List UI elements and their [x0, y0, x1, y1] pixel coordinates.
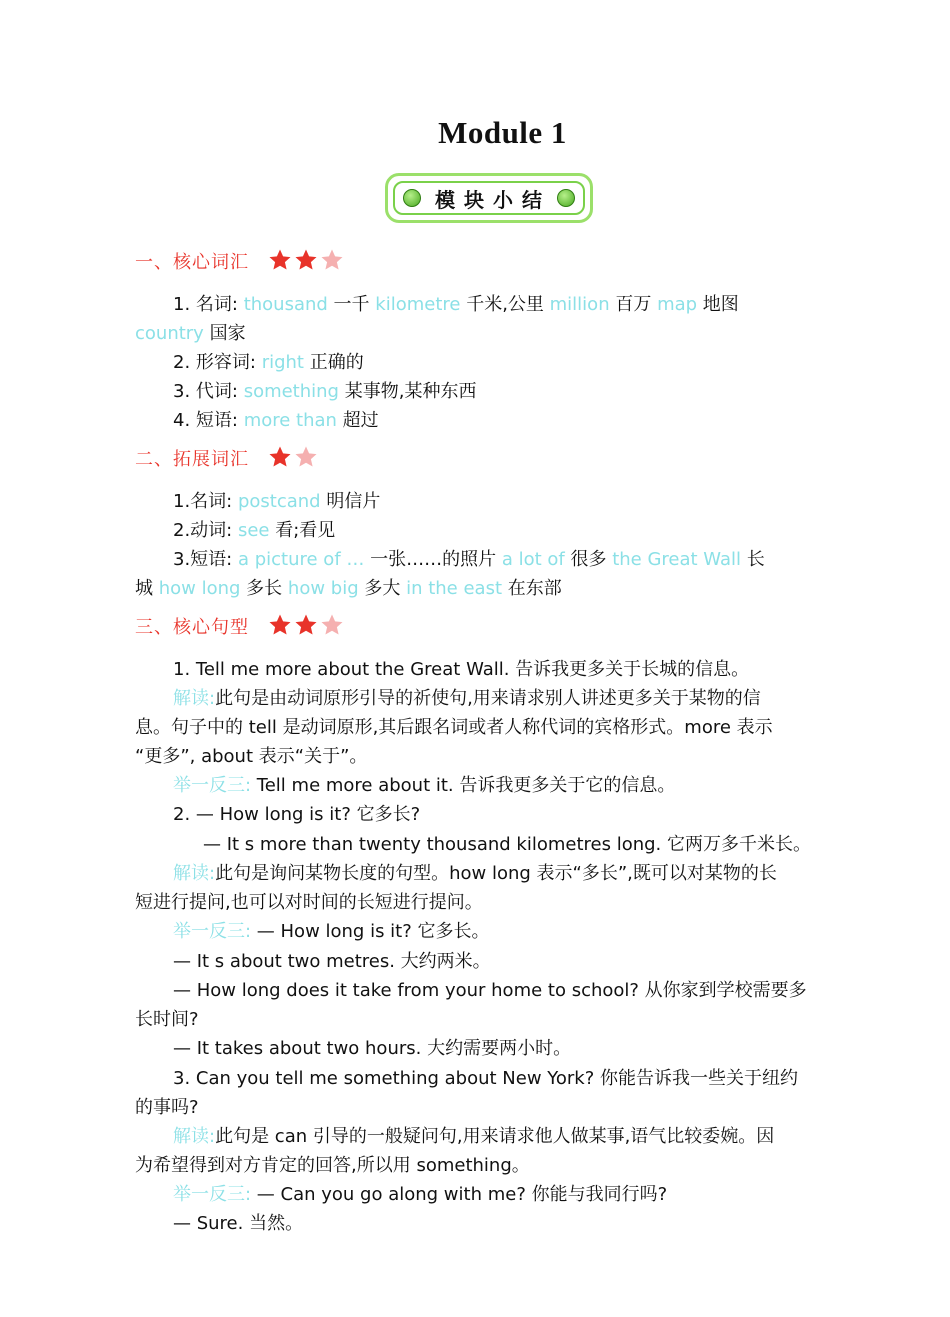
vocab-line-adjective: 2. 形容词: right 正确的	[173, 352, 364, 373]
section-heading-core-vocab: 一、核心词汇	[135, 252, 249, 273]
analysis-label: 解读:	[173, 863, 216, 884]
star-faded-icon	[320, 248, 344, 272]
analysis-2-cont: 短进行提问,也可以对时间的长短进行提问。	[135, 892, 483, 913]
analysis-3-cont: 为希望得到对方肯定的回答,所以用 something。	[135, 1155, 530, 1176]
sentence-3-cont: 的事吗?	[135, 1097, 199, 1118]
analysis-1: 解读:此句是由动词原形引导的祈使句,用来请求别人讲述更多关于某物的信	[173, 688, 761, 709]
sentence-1: 1. Tell me more about the Great Wall. 告诉我更多关于长城的信息。	[173, 659, 750, 680]
ext-line-phrases-cont: 城 how long 多长 how big 多大 in the east 在东部	[135, 578, 562, 599]
green-dot-icon	[557, 189, 575, 207]
ext-line-phrases: 3.短语: a picture of … 一张……的照片 a lot of 很多 the Great Wall 长	[173, 549, 765, 570]
example-2-line: — It takes about two hours. 大约需要两小时。	[173, 1038, 572, 1059]
example-2-line: 长时间?	[135, 1009, 199, 1030]
keyword: see	[237, 520, 270, 541]
keyword: million	[549, 294, 610, 315]
analysis-1-cont: 息。句子中的 tell 是动词原形,其后跟名词或者人称代词的宾格形式。more 表示	[135, 717, 773, 738]
module-summary-banner	[385, 173, 593, 223]
vocab-line-pronoun: 3. 代词: something 某事物,某种东西	[173, 381, 477, 402]
analysis-label: 解读:	[173, 688, 216, 709]
keyword: in the east	[406, 578, 503, 599]
star-icon	[294, 613, 318, 637]
ext-line-verb: 2.动词: see 看;看见	[173, 520, 336, 541]
analysis-3: 解读:此句是 can 引导的一般疑问句,用来请求他人做某事,语气比较委婉。因	[173, 1126, 775, 1147]
difficulty-stars	[268, 613, 344, 637]
keyword: something	[243, 381, 339, 402]
difficulty-stars	[268, 445, 318, 469]
keyword: how big	[287, 578, 359, 599]
keyword: how long	[158, 578, 241, 599]
keyword: a lot of	[501, 549, 565, 570]
keyword: the Great Wall	[612, 549, 741, 570]
example-3: 举一反三: — Can you go along with me? 你能与我同行吗?	[173, 1184, 668, 1205]
example-label: 举一反三:	[173, 775, 252, 796]
example-2: 举一反三: — How long is it? 它多长。	[173, 921, 490, 942]
keyword: map	[657, 294, 698, 315]
example-3-line: — Sure. 当然。	[173, 1213, 304, 1234]
analysis-1-cont: “更多”, about 表示“关于”。	[135, 746, 368, 767]
green-dot-icon	[403, 189, 421, 207]
analysis-label: 解读:	[173, 1126, 216, 1147]
star-faded-icon	[320, 613, 344, 637]
star-faded-icon	[294, 445, 318, 469]
difficulty-stars	[268, 248, 344, 272]
keyword: country	[135, 323, 204, 344]
keyword: thousand	[243, 294, 328, 315]
vocab-line-nouns-cont: country 国家	[135, 323, 246, 344]
example-2-line: — It s about two metres. 大约两米。	[173, 951, 491, 972]
example-label: 举一反三:	[173, 921, 252, 942]
keyword: kilometre	[375, 294, 461, 315]
vocab-line-nouns: 1. 名词: thousand 一千 kilometre 千米,公里 million 百万 map 地图	[173, 294, 739, 315]
section-heading-extended-vocab: 二、拓展词汇	[135, 449, 249, 470]
example-1: 举一反三: Tell me more about it. 告诉我更多关于它的信息。	[173, 775, 676, 796]
example-2-line: — How long does it take from your home to school? 从你家到学校需要多	[173, 980, 807, 1001]
ext-line-noun: 1.名词: postcand 明信片	[173, 491, 381, 512]
star-icon	[294, 248, 318, 272]
star-icon	[268, 248, 292, 272]
sentence-2: 2. — How long is it? 它多长?	[173, 804, 421, 825]
sentence-3: 3. Can you tell me something about New York? 你能告诉我一些关于纽约	[173, 1068, 798, 1089]
keyword: a picture of …	[237, 549, 365, 570]
star-icon	[268, 445, 292, 469]
banner-label: 模块小结	[435, 187, 551, 212]
vocab-line-phrase: 4. 短语: more than 超过	[173, 410, 379, 431]
keyword: more than	[243, 410, 337, 431]
example-label: 举一反三:	[173, 1184, 252, 1205]
keyword: postcand	[237, 491, 321, 512]
page-title: Module 1	[438, 115, 567, 150]
section-heading-core-sentences: 三、核心句型	[135, 617, 249, 638]
analysis-2: 解读:此句是询问某物长度的句型。how long 表示“多长”,既可以对某物的长	[173, 863, 777, 884]
sentence-2-answer: — It s more than twenty thousand kilometres long. 它两万多千米长。	[203, 834, 812, 855]
keyword: right	[261, 352, 304, 373]
star-icon	[268, 613, 292, 637]
